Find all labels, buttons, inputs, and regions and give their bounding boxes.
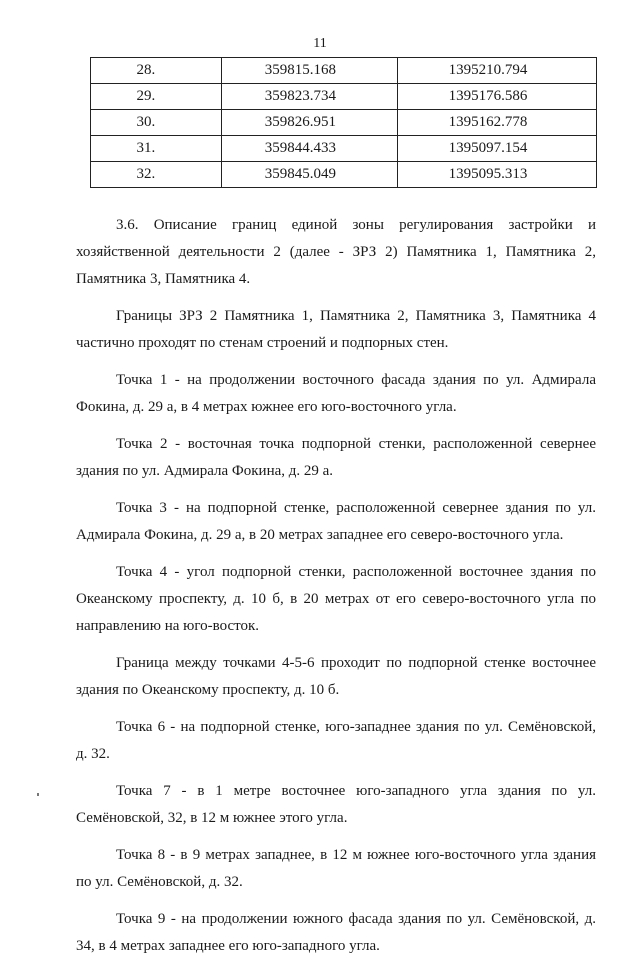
document-body	[76, 212, 596, 970]
coordinates-table	[90, 57, 597, 188]
table-row	[91, 84, 597, 110]
body-paragraph: Точка 8 - в 9 метрах западнее, в 12 м южнее юго-восточного угла здания по ул. Семёновской, д. 32.	[76, 847, 596, 890]
body-paragraph: Точка 4 - угол подпорной стенки, расположенной восточнее здания по Океанскому проспекту, д. 10 б, в 20 метрах от его северо-восточного угла по направлению на юго-восток.	[76, 564, 596, 634]
table-row	[91, 136, 597, 162]
body-paragraph: Точка 7 - в 1 метре восточнее юго-западного угла здания по ул. Семёновской, 32, в 12 м южнее этого угла.	[76, 783, 596, 826]
body-paragraph: Граница между точками 4-5-6 проходит по подпорной стенке восточнее здания по Океанскому проспекту, д. 10 б.	[76, 655, 596, 698]
body-paragraph: Точка 6 - на подпорной стенке, юго-западнее здания по ул. Семёновской, д. 32.	[76, 719, 596, 762]
point-number-cell: 29.	[91, 84, 222, 110]
y-coordinate-cell: 1395095.313	[398, 162, 597, 188]
section-heading-paragraph: 3.6. Описание границ единой зоны регулирования застройки и хозяйственной деятельности 2 (далее - ЗРЗ 2) Памятника 1, Памятника 2, Памятника 3, Памятника 4.	[76, 217, 596, 287]
x-coordinate-cell: 359844.433	[221, 136, 397, 162]
table-row	[91, 162, 597, 188]
body-paragraph: Точка 2 - восточная точка подпорной стенки, расположенной севернее здания по ул. Адмирала Фокина, д. 29 а.	[76, 436, 596, 479]
point-number-cell: 30.	[91, 110, 222, 136]
page-number: 11	[313, 36, 327, 51]
x-coordinate-cell: 359823.734	[221, 84, 397, 110]
point-number-cell: 32.	[91, 162, 222, 188]
x-coordinate-cell: 359845.049	[221, 162, 397, 188]
x-coordinate-cell: 359815.168	[221, 58, 397, 84]
body-paragraph: Границы ЗРЗ 2 Памятника 1, Памятника 2, Памятника 3, Памятника 4 частично проходят по стенам строений и подпорных стен.	[76, 308, 596, 351]
point-number-cell: 28.	[91, 58, 222, 84]
y-coordinate-cell: 1395162.778	[398, 110, 597, 136]
point-number-cell: 31.	[91, 136, 222, 162]
x-coordinate-cell: 359826.951	[221, 110, 397, 136]
y-coordinate-cell: 1395176.586	[398, 84, 597, 110]
body-paragraph: Точка 1 - на продолжении восточного фасада здания по ул. Адмирала Фокина, д. 29 а, в 4 метрах южнее его юго-восточного угла.	[76, 372, 596, 415]
table-row	[91, 110, 597, 136]
body-paragraph: Точка 9 - на продолжении южного фасада здания по ул. Семёновской, д. 34, в 4 метрах западнее его юго-западного угла.	[76, 911, 596, 954]
body-paragraph: Точка 3 - на подпорной стенке, расположенной севернее здания по ул. Адмирала Фокина, д. 29 а, в 20 метрах западнее его северо-восточного угла.	[76, 500, 596, 543]
y-coordinate-cell: 1395210.794	[398, 58, 597, 84]
y-coordinate-cell: 1395097.154	[398, 136, 597, 162]
scan-speck	[37, 793, 39, 796]
table-row	[91, 58, 597, 84]
